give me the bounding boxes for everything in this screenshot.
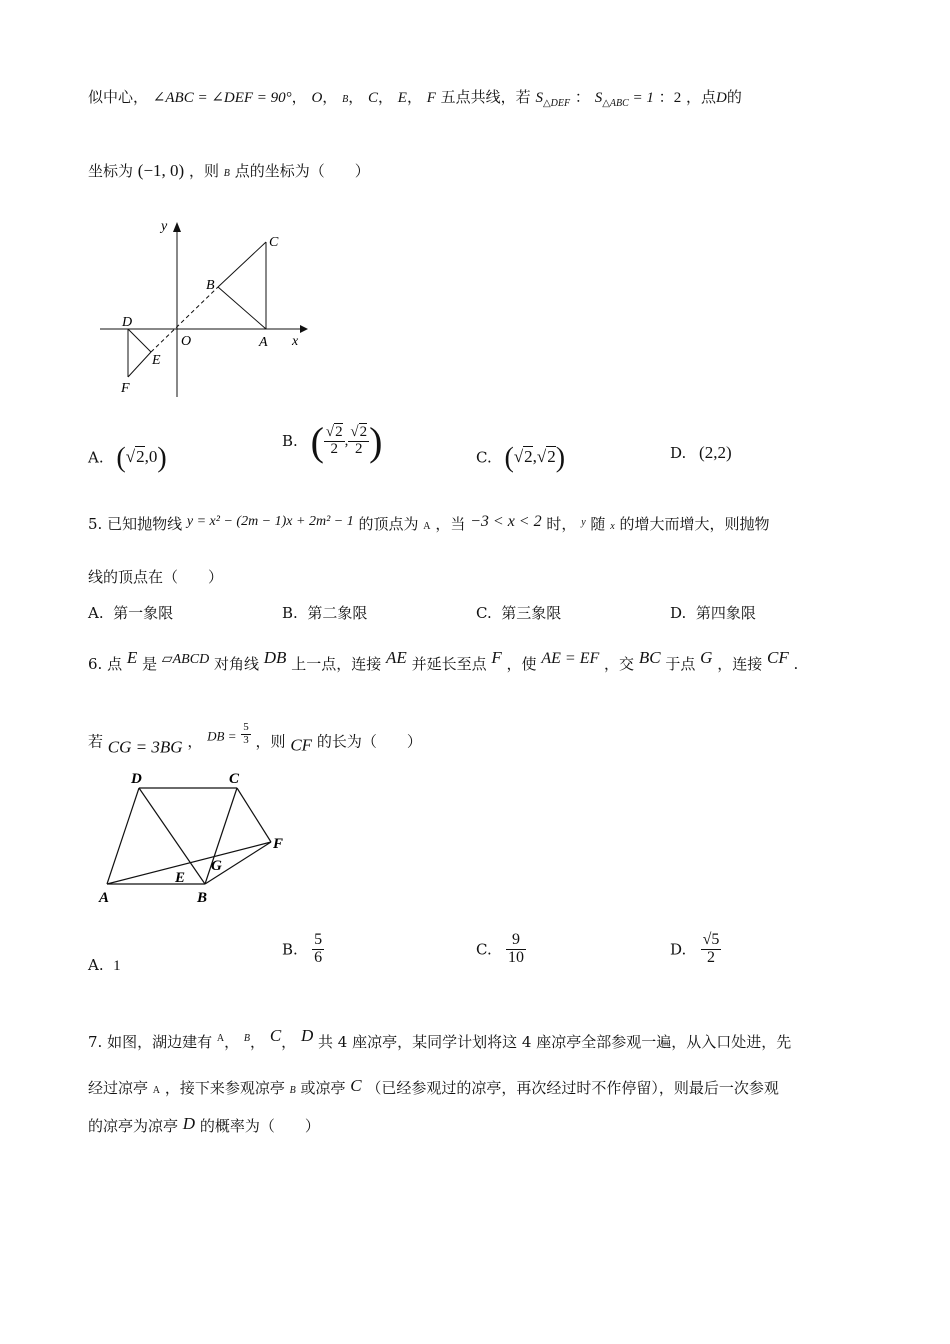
q4-figure	[95, 212, 315, 402]
q4-line1: 似中心， ∠ABC = ∠DEF = 90°， O， B， C， E， F 五点共线，若 $S_{\triangle DEF}$ ： $S_{\triangle ABC} = 1$ ：2 ，点D的	[88, 88, 742, 109]
q6-option-b[interactable]: B. $\frac{5}{6}$	[282, 931, 323, 966]
q7-line3: 的凉亭为凉亭 D 的概率为（ ）	[88, 1114, 320, 1135]
q6-figure	[95, 770, 295, 908]
q5-range: −3 < x < 2	[470, 513, 542, 530]
label-d: D	[122, 315, 133, 330]
q6-line1: 6. 点 E 是 ▱ABCD 对角线 DB 上一点，连接 AE 并延长至点 F ，使 AE = EF ，交 BC 于点 G ，连接 CF .	[88, 648, 799, 673]
q6-option-d[interactable]: D. $\frac{√5}{2}$	[670, 931, 720, 966]
q4-text: 似中心，	[88, 88, 149, 106]
label-e: E	[152, 353, 161, 368]
q6-option-a[interactable]: A. 1	[88, 956, 121, 974]
label-x: x	[292, 334, 299, 349]
q4-point-f: F	[426, 90, 436, 106]
q7-line2: 经过凉亭 A ，接下来参观凉亭 B 或凉亭 C （已经参观过的凉亭，再次经过时不作停留），则最后一次参观	[88, 1076, 779, 1097]
q4-point-b: B	[342, 94, 349, 105]
label-d: D	[131, 771, 142, 787]
q4-area-abc: $S_{\triangle ABC} = 1$	[594, 90, 654, 109]
q6-line2: 若 CG = 3BG ， DB = $\frac{5}{3}$ ，则 CF 的长为（ ）	[88, 721, 422, 757]
label-e: E	[175, 870, 186, 886]
q4-point-o: O	[311, 90, 323, 106]
label-a: A	[259, 335, 268, 350]
q4-option-d[interactable]: D. (2,2)	[670, 443, 732, 462]
x-axis-arrow	[300, 325, 308, 333]
label-f: F	[273, 836, 284, 852]
label-g: G	[211, 858, 222, 874]
q5-line1: 5. 已知抛物线 y = x² − (2m − 1)x + 2m² − 1 的顶点为 A ，当 −3 < x < 2 时， $^y$ 随 x 的增大而增大，则抛物	[88, 513, 770, 533]
label-o: O	[181, 334, 192, 349]
q4-angle-equation: ∠ABC = ∠DEF = 90°	[152, 90, 292, 106]
q4-option-b[interactable]: B. ( $\frac{√2}{2}$ , $\frac{√2}{2}$ )	[282, 419, 383, 464]
q5-option-d[interactable]: D. 第四象限	[670, 604, 756, 622]
q4-area-def: $S_{\triangle DEF}$	[535, 90, 571, 109]
q4-line2: 坐标为 (−1, 0) ，则 B 点的坐标为（ ）	[88, 161, 370, 180]
label-c: C	[229, 771, 240, 787]
label-b: B	[197, 890, 208, 906]
y-axis-arrow	[173, 222, 181, 232]
label-b: B	[206, 278, 215, 293]
label-c: C	[269, 235, 279, 250]
q4-option-c[interactable]: C. (√2,√2)	[476, 443, 566, 474]
label-a: A	[99, 890, 110, 906]
q4-option-a[interactable]: A. (√2,0)	[88, 443, 167, 474]
q4-text: 五点共线，若	[440, 88, 531, 106]
q5-line2: 线的顶点在（ ）	[88, 568, 224, 586]
q6-option-c[interactable]: C. $\frac{9}{10}$	[476, 931, 525, 966]
q4-point-c: C	[367, 90, 378, 106]
q5-option-a[interactable]: A. 第一象限	[88, 604, 174, 622]
q5-option-c[interactable]: C. 第三象限	[476, 604, 562, 622]
label-f: F	[121, 381, 130, 396]
q4-coord-d: (−1, 0)	[137, 161, 185, 180]
q7-line1: 7. 如图，湖边建有 $^A$， $^B$， C， D 共 4 座凉亭，某同学计划将这 4 座凉亭全部参观一遍，从入口处进，先	[88, 1026, 792, 1051]
q4-point-e: E	[397, 90, 407, 106]
q5-option-b[interactable]: B. 第二象限	[282, 604, 368, 622]
q5-equation: y = x² − (2m − 1)x + 2m² − 1	[186, 514, 354, 529]
label-y: y	[161, 219, 168, 234]
